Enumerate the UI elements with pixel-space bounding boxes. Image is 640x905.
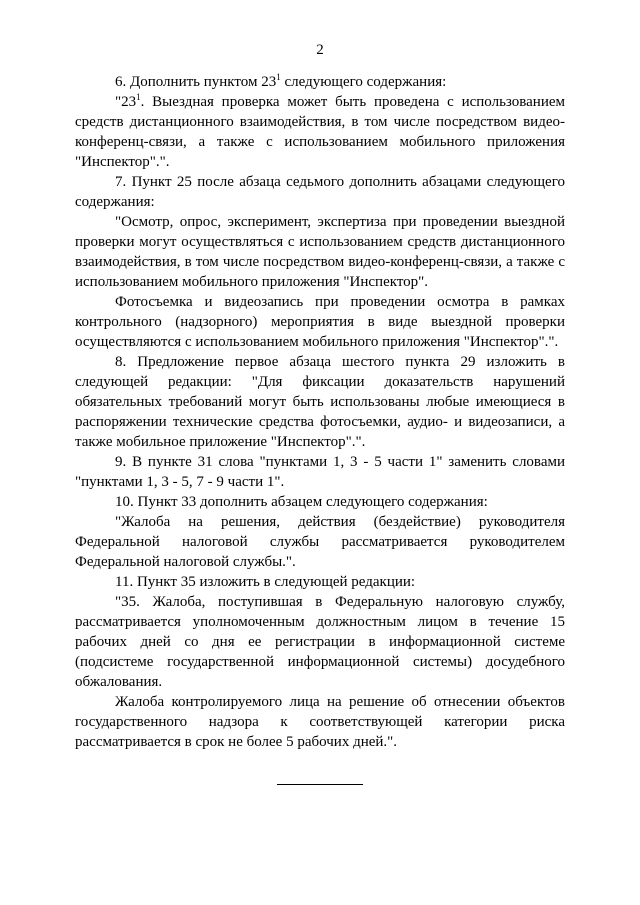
superscript-index: 1 — [136, 92, 141, 102]
superscript-index: 1 — [276, 72, 281, 82]
page-number: 2 — [316, 42, 324, 58]
paragraph-p5: Фотосъемка и видеозапись при проведении осмотра в рамках контрольного (надзорного) мероприятия в виде выездной проверки осуществляются с использованием мобильного приложения "Инспектор".". — [75, 294, 565, 350]
paragraph-p11: "35. Жалоба, поступившая в Федеральную налоговую службу, рассматривается уполномоченным должностным лицом в течение 15 рабочих дней со дня ее регистрации в информационной системе (подсистеме государственной информационной системы) досудебного обжалования. — [75, 594, 565, 690]
paragraph-text-end: . Выездная проверка может быть проведена с использованием средств дистанционного взаимодействия, в том числе посредством видео-конференц-связи, а также с использованием мобильного приложения "Инспектор".". — [75, 94, 565, 170]
paragraph-p12: Жалоба контролируемого лица на решение об отнесении объектов государственного надзора к соответствующей категории риска рассматривается в срок не более 5 рабочих дней.". — [75, 694, 565, 750]
end-separator-line — [277, 784, 363, 785]
paragraph-text-end: следующего содержания: — [280, 74, 447, 90]
paragraph-p2 — [75, 92, 565, 172]
paragraph-p9: "Жалоба на решения, действия (бездействие) руководителя Федеральной налоговой службы рассматривается руководителем Федеральной налоговой службы.". — [75, 514, 565, 570]
paragraph-text-start: "23 — [115, 94, 137, 110]
paragraph-p7: 9. В пункте 31 слова "пунктами 1, 3 - 5 части 1" заменить словами "пунктами 1, 3 - 5, 7 - 9 части 1". — [75, 454, 565, 490]
paragraph-p10: 11. Пункт 35 изложить в следующей редакции: — [115, 574, 416, 590]
paragraph-p1 — [75, 72, 565, 92]
paragraph-p6: 8. Предложение первое абзаца шестого пункта 29 изложить в следующей редакции: "Для фиксации доказательств нарушений обязательных требований могут быть использованы любые имеющиеся в распоряжении технические средства фотосъемки, аудио- и видеозаписи, а также мобильное приложение "Инспектор".". — [75, 354, 565, 450]
paragraph-text-start: 6. Дополнить пунктом 23 — [115, 74, 277, 90]
paragraph-p3: 7. Пункт 25 после абзаца седьмого дополнить абзацами следующего содержания: — [75, 174, 565, 210]
paragraph-p8: 10. Пункт 33 дополнить абзацем следующего содержания: — [115, 494, 488, 510]
paragraph-p4: "Осмотр, опрос, эксперимент, экспертиза при проведении выездной проверки могут осуществляться с использованием средств дистанционного взаимодействия, в том числе посредством видео-конференц-связи, а также с использованием мобильного приложения "Инспектор". — [75, 214, 565, 290]
document-body — [75, 72, 565, 752]
